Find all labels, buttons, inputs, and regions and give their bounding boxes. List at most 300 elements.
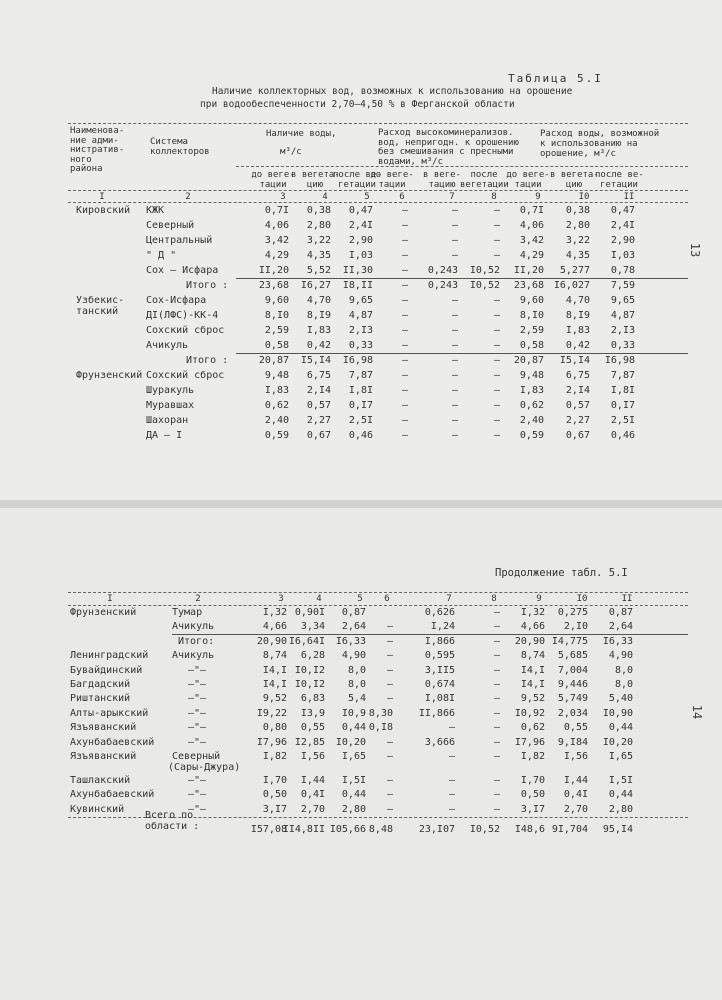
table-cell: – (493, 370, 500, 381)
table-cell: – (451, 250, 458, 261)
table-cell: 8,30 (368, 707, 393, 719)
collector-name: КЖК (146, 205, 165, 216)
district-name: Фрунзенский (70, 607, 137, 618)
table-cell: 0,57 (565, 400, 590, 411)
table-cell: 0,67 (565, 430, 590, 441)
table-label: Таблица 5.I (508, 72, 603, 85)
table-cell: – (401, 250, 408, 261)
table-cell: – (451, 340, 458, 351)
table-cell: 0,44 (608, 722, 633, 734)
table-cell: I4,I (520, 664, 545, 676)
table-cell: 9,52 (520, 693, 545, 705)
table-cell: 3,II5 (424, 664, 455, 676)
table-cell: – (493, 693, 500, 705)
table-cell: – (451, 400, 458, 411)
table-cell: 4,70 (306, 295, 331, 306)
table-cell: 0,I8 (368, 722, 393, 734)
subheader-label: после (470, 170, 498, 180)
column-number: 3 (280, 192, 286, 202)
district-name: Алты-арыкский (70, 707, 149, 719)
table-cell: I0,52 (469, 280, 500, 291)
table-cell: I4,I (262, 679, 287, 690)
table-cell: – (493, 385, 500, 396)
table-cell: 2,40 (264, 415, 289, 426)
table-cell: 8,I9 (306, 310, 331, 321)
table-cell: 9,60 (519, 295, 544, 306)
table-cell: 0,58 (519, 340, 544, 351)
table-cell: 2,4I (348, 220, 373, 231)
table-cell: I0,20 (602, 736, 633, 748)
table-cell: – (451, 355, 458, 366)
table-cell: 8,I9 (565, 310, 590, 321)
collector-name: " Д " (146, 250, 177, 261)
collector-name: –"– (188, 679, 207, 690)
table-cell: 7,004 (557, 664, 588, 676)
table-cell: – (451, 295, 458, 306)
table-cell: II,20 (513, 265, 544, 276)
grand-total-cell: I57,08 (250, 824, 287, 835)
table-cell: 0,243 (427, 265, 458, 276)
table-cell: – (386, 751, 393, 762)
table-cell: 0,47 (348, 205, 373, 216)
table-cell: – (401, 355, 408, 366)
table-cell: – (493, 250, 500, 261)
page-number-2: 14 (690, 704, 705, 720)
subheader-label: цию (565, 180, 583, 190)
table-cell: 20,87 (258, 355, 289, 366)
table-cell: 2,80 (565, 220, 590, 231)
table-cell: 2,I0 (563, 621, 588, 633)
table-cell: I,03 (348, 250, 373, 261)
table-cell: – (401, 370, 408, 381)
table-cell: 4,35 (306, 250, 331, 261)
table-cell: – (493, 400, 500, 411)
subheader-label: тацию (428, 180, 456, 190)
table-cell: I,65 (608, 751, 633, 762)
collector-name: ДI(ЛФС)-КК-4 (146, 310, 219, 321)
header-collector-system: Система коллекторов (150, 137, 210, 157)
table-cell: 9,65 (610, 295, 635, 306)
collector-name: Сох – Исфара (146, 265, 219, 276)
table-cell: 0,674 (424, 679, 455, 690)
district-name: Багдадский (70, 679, 131, 690)
table-cell: I,5I (341, 775, 366, 786)
table-cell: – (451, 235, 458, 246)
table-cell: I,32 (520, 607, 545, 618)
district-name: Ахунбабаевский (70, 736, 155, 748)
table-cell: – (493, 679, 500, 690)
table-cell: I,83 (264, 385, 289, 396)
table-cell: 9,I84 (557, 736, 588, 748)
header-district: Наименова- ние адми- нистратив- ного района (70, 126, 125, 174)
collector-name: Северный (146, 220, 195, 231)
column-number: 9 (535, 192, 541, 202)
table-cell: I,83 (519, 385, 544, 396)
table-cell: 4,87 (348, 310, 373, 321)
table-cell: 0,44 (608, 789, 633, 801)
table-cell: – (386, 650, 393, 662)
column-number: 8 (491, 594, 497, 604)
table-cell: 0,I7 (348, 400, 373, 411)
total-rule (236, 353, 688, 354)
table-cell: I5,I4 (300, 355, 331, 366)
table-cell: I6,98 (604, 355, 635, 366)
table-cell: 6,75 (565, 370, 590, 381)
subheader-label: вегетации (460, 180, 509, 190)
district-name: Бувайдинский (70, 664, 143, 676)
table-cell: – (448, 803, 455, 815)
subheader-label: в вегета- (550, 170, 599, 180)
collector-name: –"– (188, 664, 207, 676)
district-name: Кувинский (70, 803, 125, 815)
subheader-label: после ве- (333, 170, 382, 180)
number-row-rule (68, 605, 688, 606)
subheader-label: тации (514, 180, 542, 190)
table-cell: – (493, 340, 500, 351)
table-cell: 2,70 (563, 803, 588, 815)
table-cell: 3,I7 (520, 803, 545, 815)
table-cell: I,03 (610, 250, 635, 261)
total-rule (236, 278, 688, 279)
table-cell: 2,4I (610, 220, 635, 231)
subheader-label: в вегета- (291, 170, 340, 180)
column-number: I0 (576, 594, 588, 604)
table-cell: 2,I3 (610, 325, 635, 336)
table-cell: – (448, 722, 455, 734)
collector-name: –"– (188, 803, 207, 815)
table-cell: – (448, 751, 455, 762)
table-cell: 5,52 (306, 265, 331, 276)
table-cell: – (451, 415, 458, 426)
table-cell: 0,I7 (610, 400, 635, 411)
table-cell: 4,87 (610, 310, 635, 321)
table-cell: 3,666 (424, 736, 455, 748)
table-cell: 8,0 (614, 679, 633, 690)
table-cell: 0,38 (565, 205, 590, 216)
table-cell: I,44 (300, 775, 325, 786)
column-number: 4 (322, 192, 328, 202)
table-cell: – (493, 235, 500, 246)
table-cell: 9,65 (348, 295, 373, 306)
collector-name: Ачикуль (172, 621, 215, 633)
table-cell: – (451, 325, 458, 336)
table-cell: 20,90 (514, 635, 545, 647)
table-cell: 8,0 (614, 664, 633, 676)
grand-total-cell: I05,66 (329, 824, 366, 835)
table-cell: – (401, 310, 408, 321)
table-cell: 4,90 (341, 650, 366, 662)
table-cell: 2,40 (519, 415, 544, 426)
column-number: II (621, 594, 633, 604)
column-number: 5 (357, 594, 363, 604)
header-saline-discharge: Расход высокоминерализов. вод, непригодн. к орошению без смешивания с пресными водами, м³/с (378, 128, 519, 167)
district-name: Фрунзенский (76, 370, 143, 381)
table-cell: 0,42 (565, 340, 590, 351)
table-cell: 0,50 (520, 789, 545, 801)
table-cell: – (493, 325, 500, 336)
column-number: 6 (384, 594, 390, 604)
collector-name: Сох-Исфара (146, 295, 207, 306)
table-cell: 0,67 (306, 430, 331, 441)
table-cell: 2,90 (610, 235, 635, 246)
table-cell: I,65 (341, 751, 366, 762)
table-cell: – (401, 205, 408, 216)
grand-total-cell: II4,8II (282, 824, 325, 835)
collector-name: –"– (188, 693, 207, 705)
table-cell: – (386, 775, 393, 786)
table-cell: – (386, 693, 393, 705)
column-number: 7 (446, 594, 452, 604)
table-cell: 4,06 (519, 220, 544, 231)
table-cell: – (401, 235, 408, 246)
table-cell: 0,33 (348, 340, 373, 351)
table-cell: 0,7I (264, 205, 289, 216)
table-cell: 20,90 (256, 635, 287, 647)
table-cell: – (401, 340, 408, 351)
table-cell: 0,47 (610, 205, 635, 216)
table-cell: I,44 (563, 775, 588, 786)
table-cell: 0,87 (608, 607, 633, 618)
collector-name: Сохский сброс (146, 325, 225, 336)
table-cell: – (493, 736, 500, 748)
table-cell: II,30 (342, 265, 373, 276)
table-cell: 4,66 (262, 621, 287, 633)
table-cell: 0,46 (348, 430, 373, 441)
column-number: 4 (316, 594, 322, 604)
table-cell: – (386, 664, 393, 676)
table-cell: I4,775 (551, 635, 588, 647)
collector-name: –"– (188, 736, 207, 748)
district-name: Ахунбабаевский (70, 789, 155, 801)
table-cell: – (493, 430, 500, 441)
table-cell: 6,75 (306, 370, 331, 381)
table-cell: I6,98 (342, 355, 373, 366)
district-name: Узбекис- (76, 295, 125, 306)
column-number: 7 (449, 192, 455, 202)
table-cell: 0,38 (306, 205, 331, 216)
column-number: 5 (364, 192, 370, 202)
table-cell: 2,64 (608, 621, 633, 633)
table-cell: I0,I2 (294, 664, 325, 676)
table-cell: 6,83 (300, 693, 325, 705)
table-cell: 0,44 (341, 722, 366, 734)
grand-total-cell: 9I,704 (551, 824, 588, 835)
table-cell: – (401, 415, 408, 426)
table-cell: 0,59 (519, 430, 544, 441)
table-cell: I,8I (348, 385, 373, 396)
table-cell: 4,29 (264, 250, 289, 261)
collector-name: Шуракуль (146, 385, 195, 396)
table-cell: I,866 (424, 635, 455, 647)
table-cell: 9,446 (557, 679, 588, 690)
table-title-line-2: при водообеспеченности 2,70–4,50 % в Ферганской области (200, 99, 515, 110)
table-cell: 2,80 (306, 220, 331, 231)
table-cell: I0,90 (602, 707, 633, 719)
table-cell: 2,70 (300, 803, 325, 815)
header-water-unit: м³/с (280, 147, 302, 157)
table-cell: I,08I (424, 693, 455, 705)
table-cell: I,70 (520, 775, 545, 786)
collector-name: –"– (188, 775, 207, 786)
table-cell: 9,48 (264, 370, 289, 381)
grand-total-cell: 23,I07 (418, 824, 455, 835)
table-cell: I,70 (262, 775, 287, 786)
table-cell: – (493, 707, 500, 719)
subheader-label: гетации (338, 180, 376, 190)
table-cell: 3,I7 (262, 803, 287, 815)
table-cell: 8,74 (262, 650, 287, 662)
table-cell: I,82 (262, 751, 287, 762)
table-cell: 4,90 (608, 650, 633, 662)
table-cell: 2,034 (557, 707, 588, 719)
collector-name: (Сары-Джура) (168, 762, 241, 773)
table-cell: 3,42 (519, 235, 544, 246)
table-cell: I,32 (262, 607, 287, 618)
subheader-label: гетации (600, 180, 638, 190)
column-number: I (99, 192, 105, 202)
table-cell: 8,74 (520, 650, 545, 662)
table-cell: I,56 (563, 751, 588, 762)
table-cell: 3,34 (300, 621, 325, 633)
table-cell: 8,I0 (264, 310, 289, 321)
table-cell: 0,4I (300, 789, 325, 801)
column-number: 3 (278, 594, 284, 604)
table-cell: 0,55 (300, 722, 325, 734)
table-cell: I,83 (565, 325, 590, 336)
collector-name: Тумар (172, 607, 203, 618)
column-number: 2 (195, 594, 201, 604)
table-cell: I0,52 (469, 265, 500, 276)
table-cell: 5,4 (347, 693, 366, 705)
table-cell: 0,90I (294, 607, 325, 618)
collector-name: –"– (188, 707, 207, 719)
grand-total-label: Всего по области : (145, 810, 200, 832)
total-label: Итого : (186, 280, 229, 291)
table-cell: – (451, 370, 458, 381)
table-cell: I3,9 (300, 707, 325, 719)
table-cell: I4,I (262, 664, 287, 676)
table-cell: – (493, 775, 500, 786)
table-cell: 2,I4 (565, 385, 590, 396)
table-cell: 0,59 (264, 430, 289, 441)
table-cell: I6,27 (300, 280, 331, 291)
header-water-availability: Наличие воды, (266, 129, 337, 139)
collector-name: Северный (172, 751, 221, 762)
table-cell: – (493, 664, 500, 676)
table-cell: – (493, 295, 500, 306)
table-cell: 2,64 (341, 621, 366, 633)
total-label: Итого : (186, 355, 229, 366)
table-cell: 0,55 (563, 722, 588, 734)
table-cell: – (451, 385, 458, 396)
table-cell: II,866 (418, 707, 455, 719)
page-sheet-2 (0, 508, 722, 1000)
column-number: 6 (399, 192, 405, 202)
table-cell: I9,22 (256, 707, 287, 719)
table-cell: 0,33 (610, 340, 635, 351)
table-cell: I,24 (430, 621, 455, 633)
table-cell: – (493, 205, 500, 216)
subheader-label: тации (259, 180, 287, 190)
header-usable-discharge: Расход воды, возможной к использованию на орошение, м³/с (540, 129, 660, 159)
table-cell: 2,I4 (306, 385, 331, 396)
table-cell: 0,243 (427, 280, 458, 291)
table-cell: – (386, 736, 393, 748)
collector-name: ДА – I (146, 430, 183, 441)
column-number: 2 (185, 192, 191, 202)
header-bottom-rule (68, 190, 688, 191)
table-cell: 2,27 (565, 415, 590, 426)
table-cell: 4,66 (520, 621, 545, 633)
table-cell: – (401, 220, 408, 231)
table-cell: – (493, 650, 500, 662)
table-cell: 0,62 (264, 400, 289, 411)
table-cell: – (493, 621, 500, 633)
table-cell: 5,685 (557, 650, 588, 662)
table-cell: 2,90 (348, 235, 373, 246)
table-cell: I8,II (342, 280, 373, 291)
table-cell: 0,50 (262, 789, 287, 801)
table-cell: – (401, 295, 408, 306)
collector-name: Ачикуль (172, 650, 215, 662)
table-cell: 3,22 (306, 235, 331, 246)
table-cell: 0,78 (610, 265, 635, 276)
table-cell: 2,5I (610, 415, 635, 426)
table-cell: – (493, 803, 500, 815)
table-cell: – (386, 679, 393, 690)
table-cell: 0,626 (424, 607, 455, 618)
table-cell: 4,06 (264, 220, 289, 231)
table-cell: 4,29 (519, 250, 544, 261)
collector-name: Сохский сброс (146, 370, 225, 381)
table-cell: 0,44 (341, 789, 366, 801)
table-cell: I,56 (300, 751, 325, 762)
table-cell: I0,20 (335, 736, 366, 748)
table-cell: 5,749 (557, 693, 588, 705)
table-cell: 5,40 (608, 693, 633, 705)
collector-name: –"– (188, 789, 207, 801)
table-cell: 23,68 (258, 280, 289, 291)
table-cell: – (401, 280, 408, 291)
table-cell: – (401, 265, 408, 276)
table-cell: – (493, 355, 500, 366)
table-cell: 8,0 (347, 664, 366, 676)
subheader-label: в веге- (423, 170, 461, 180)
table-cell: – (401, 385, 408, 396)
table-cell: 4,35 (565, 250, 590, 261)
table-cell: I,8I (610, 385, 635, 396)
column-number: I (107, 594, 113, 604)
column-number: I0 (578, 192, 590, 202)
table-cell: 0,58 (264, 340, 289, 351)
grand-total-cell: 95,I4 (602, 824, 633, 835)
table-cell: 0,57 (306, 400, 331, 411)
table-cell: 0,62 (519, 400, 544, 411)
table-cell: 5,277 (559, 265, 590, 276)
table-cell: I0,I2 (294, 679, 325, 690)
table-cell: I0,9 (341, 707, 366, 719)
table-cell: – (401, 430, 408, 441)
table-cell: 2,27 (306, 415, 331, 426)
table-cell: – (451, 430, 458, 441)
table-cell: 0,595 (424, 650, 455, 662)
subheader-label: цию (306, 180, 324, 190)
table-cell: 3,22 (565, 235, 590, 246)
collector-name: Шахоран (146, 415, 189, 426)
table-cell: I,83 (306, 325, 331, 336)
collector-name: –"– (188, 722, 207, 734)
table-cell: I,82 (520, 751, 545, 762)
